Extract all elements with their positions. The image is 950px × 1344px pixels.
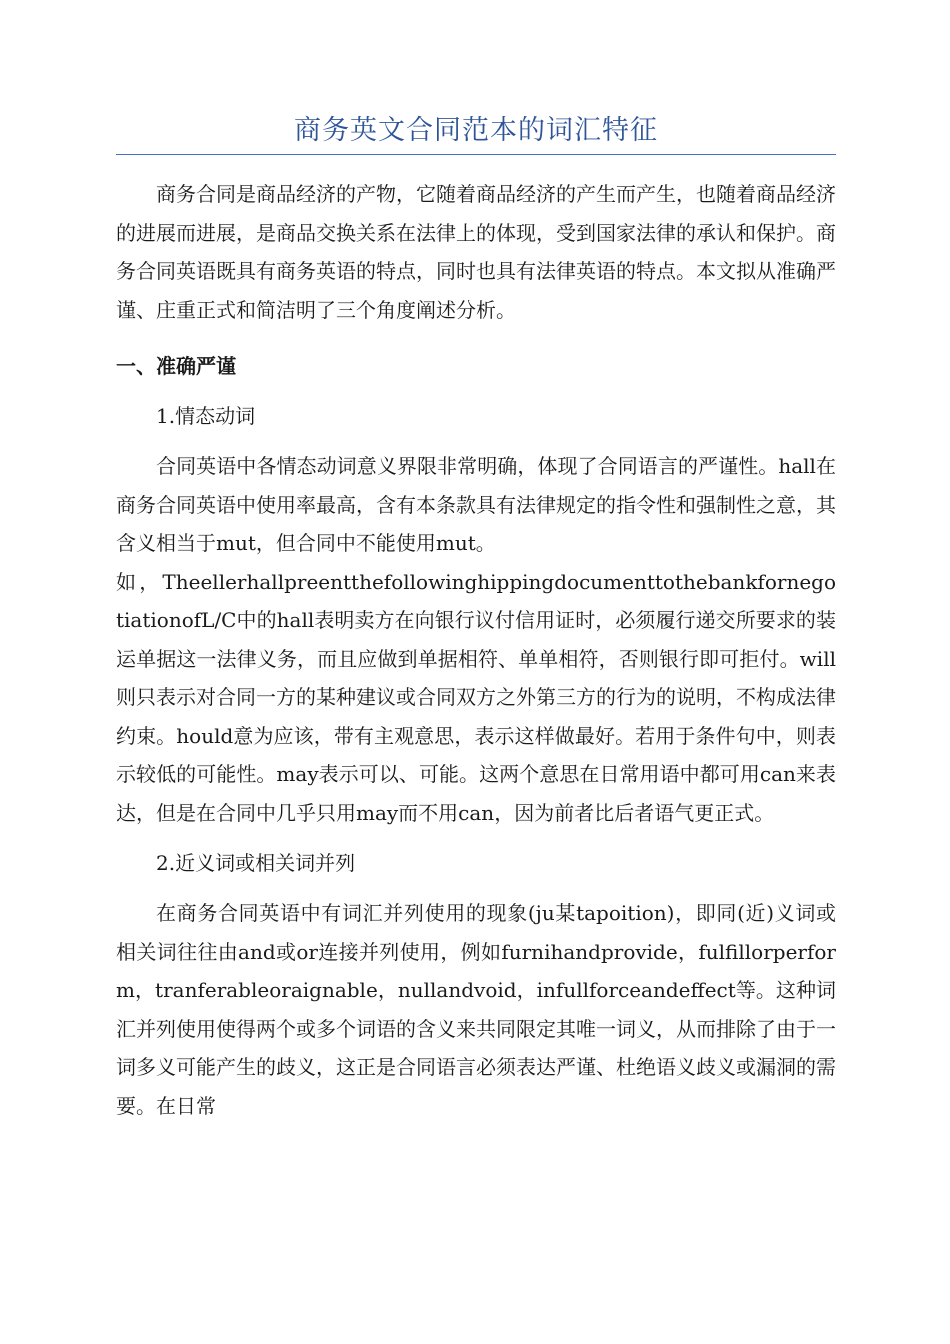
subsection-heading: 2.近义词或相关词并列 <box>156 851 356 875</box>
title-underline <box>116 154 836 155</box>
body-paragraph: 如，TheellerhallpreentthefollowinghippingdocumenttothebankfornegotiationofL/C中的hall表明卖方在向银行议付信用证时，必须履行递交所要求的装运单据这一法律义务，而且应做到单据相符、单单相符，否则银行即可拒付。will则只表示对合同一方的某种建议或合同双方之外第三方的行为的说明，不构成法律约束。hould意为应该，带有主观意思，表示这样做最好。若用于条件句中，则表示较低的可能性。may表示可以、可能。这两个意思在日常用语中都可用can来表达，但是在合同中几乎只用may而不用can，因为前者比后者语气更正式。 <box>116 569 836 825</box>
document-page <box>116 108 836 1125</box>
section-heading: 一、准确严谨 <box>116 354 236 378</box>
document-title: 商务英文合同范本的词汇特征 <box>294 115 658 146</box>
subsection-heading: 1.情态动词 <box>156 404 256 428</box>
body-paragraph: 合同英语中各情态动词意义界限非常明确，体现了合同语言的严谨性。hall在商务合同英语中使用率最高，含有本条款具有法律规定的指令性和强制性之意，其含义相当于mut，但合同中不能使用mut。 <box>116 454 836 555</box>
intro-paragraph: 商务合同是商品经济的产物，它随着商品经济的产生而产生，也随着商品经济的进展而进展，是商品交换关系在法律上的体现，受到国家法律的承认和保护。商务合同英语既具有商务英语的特点，同时也具有法律英语的特点。本文拟从准确严谨、庄重正式和简洁明了三个角度阐述分析。 <box>116 182 836 322</box>
body-paragraph: 在商务合同英语中有词汇并列使用的现象(ju某tapoition)，即同(近)义词或相关词往往由and或or连接并列使用，例如furnihandprovide，fulfillorperform，tranferableoraignable，nullandvoid，infullforceandeffect等。这种词汇并列使用使得两个或多个词语的含义来共同限定其唯一词义，从而排除了由于一词多义可能产生的歧义，这正是合同语言必须表达严谨、杜绝语义歧义或漏洞的需要。在日常 <box>116 901 836 1118</box>
